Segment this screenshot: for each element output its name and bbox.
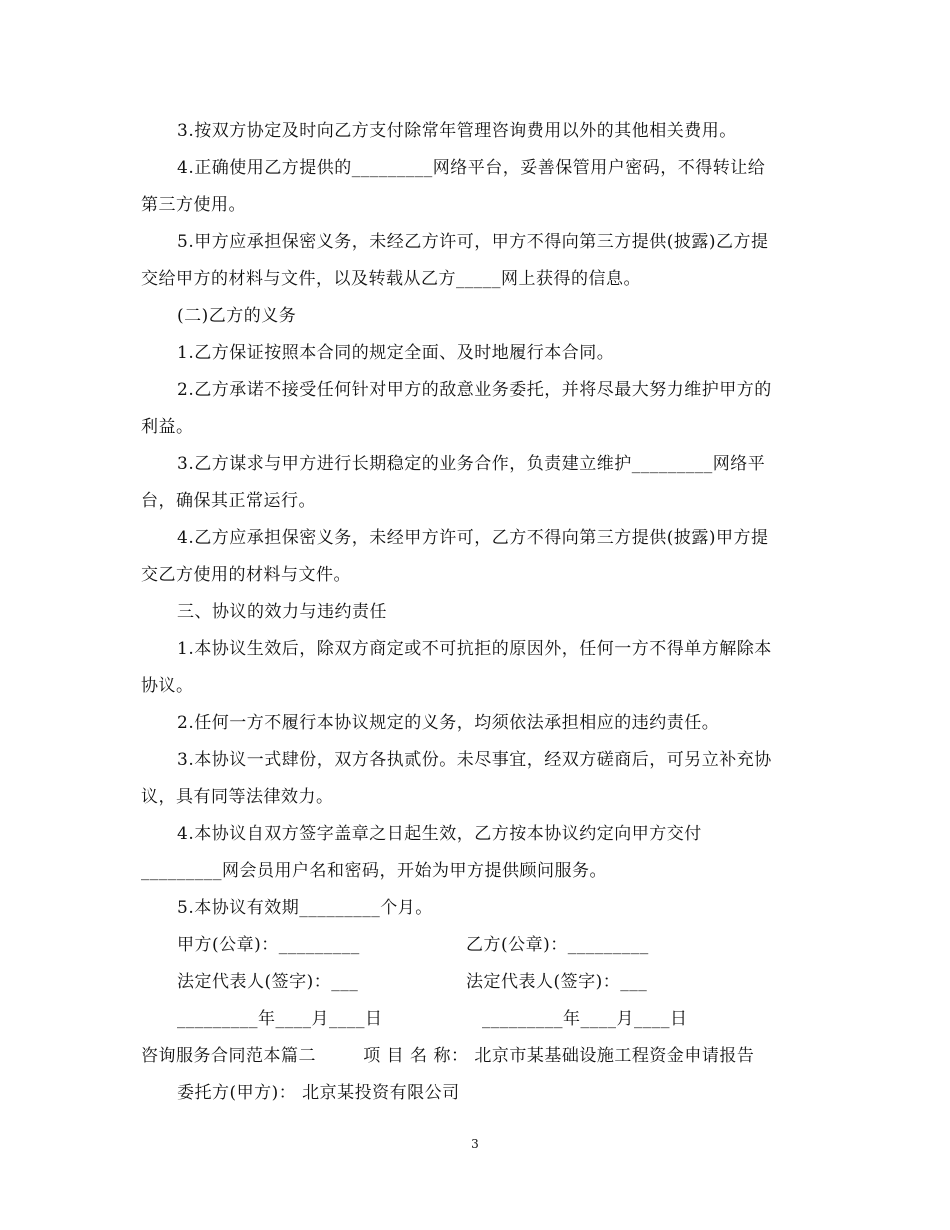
body-line: 4.本协议自双方签字盖章之日起生效，乙方按本协议约定向甲方交付 [177, 824, 702, 844]
body-line: 交给甲方的材料与文件，以及转载从乙方_____网上获得的信息。 [141, 269, 641, 289]
party-a-seal-line: 甲方(公章)：_________ [177, 935, 360, 955]
body-line: 交乙方使用的材料与文件。 [141, 565, 351, 585]
section-heading: (二)乙方的义务 [177, 306, 297, 326]
body-line: _________网会员用户名和密码，开始为甲方提供顾问服务。 [141, 861, 607, 881]
section-heading: 三、协议的效力与违约责任 [177, 602, 387, 622]
body-line: 利益。 [141, 417, 194, 437]
party-b-date-line: _________年____月____日 [482, 1009, 688, 1029]
body-line: 3.本协议一式肆份，双方各执贰份。未尽事宜，经双方磋商后，可另立补充协 [177, 750, 772, 770]
party-a-date-line: _________年____月____日 [177, 1009, 383, 1029]
body-line: 协议。 [141, 676, 194, 696]
body-line: 4.乙方应承担保密义务，未经甲方许可，乙方不得向第三方提供(披露)甲方提 [177, 528, 769, 548]
body-line: 3.乙方谋求与甲方进行长期稳定的业务合作，负责建立维护_________网络平 [177, 454, 766, 474]
body-line: 2.任何一方不履行本协议规定的义务，均须依法承担相应的违约责任。 [177, 713, 720, 733]
body-line: 3.按双方协定及时向乙方支付除常年管理咨询费用以外的其他相关费用。 [177, 121, 737, 141]
body-line: 议，具有同等法律效力。 [141, 787, 334, 807]
body-line: 台，确保其正常运行。 [141, 491, 316, 511]
party-a-representative-line: 法定代表人(签字)：___ [177, 972, 359, 992]
body-line: 5.甲方应承担保密义务，未经乙方许可，甲方不得向第三方提供(披露)乙方提 [177, 232, 769, 252]
client-line: 委托方(甲方)： 北京某投资有限公司 [177, 1083, 460, 1103]
body-line: 1.乙方保证按照本合同的规定全面、及时地履行本合同。 [177, 343, 615, 363]
page-number: 3 [471, 1137, 479, 1151]
body-line: 5.本协议有效期_________个月。 [177, 898, 433, 918]
body-line: 1.本协议生效后，除双方商定或不可抗拒的原因外，任何一方不得单方解除本 [177, 639, 772, 659]
body-line: 2.乙方承诺不接受任何针对甲方的敌意业务委托，并将尽最大努力维护甲方的 [177, 380, 772, 400]
party-b-seal-line: 乙方(公章)：_________ [466, 935, 649, 955]
body-line: 4.正确使用乙方提供的_________网络平台，妥善保管用户密码，不得转让给 [177, 158, 766, 178]
next-contract-title: 咨询服务合同范本篇二 项 目 名 称： 北京市某基础设施工程资金申请报告 [141, 1046, 755, 1066]
party-b-representative-line: 法定代表人(签字)：___ [466, 972, 648, 992]
body-line: 第三方使用。 [141, 195, 246, 215]
